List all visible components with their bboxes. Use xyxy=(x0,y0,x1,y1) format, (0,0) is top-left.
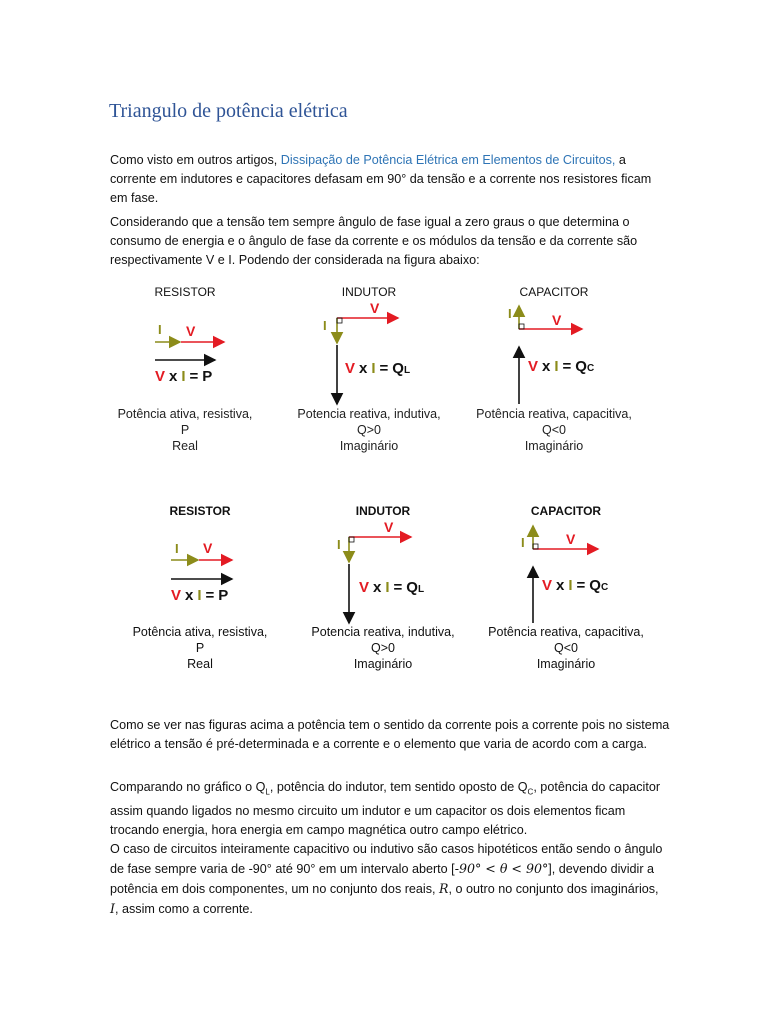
voltage-label: V xyxy=(552,312,562,328)
comparison-text-2: , potência do indutor, tem sentido oposto de Q xyxy=(269,780,528,794)
voltage-label: V xyxy=(370,300,380,316)
resistor-diagram-2 xyxy=(133,504,268,671)
inductor-caption-1: Potencia reativa, indutiva, xyxy=(297,407,441,421)
comparison-text-1: Comparando no gráfico o Q xyxy=(110,780,266,794)
capacitor-caption-1: Potência reativa, capacitiva, xyxy=(476,407,632,421)
paragraph-hypothetical xyxy=(110,840,670,919)
voltage-label: V xyxy=(203,540,213,556)
paragraph-intro-text-1: Como visto em outros artigos, xyxy=(110,153,281,167)
capacitor-caption-2: Q<0 xyxy=(554,641,578,655)
voltage-label: V xyxy=(566,531,576,547)
resistor-caption-3: Real xyxy=(187,657,213,671)
power-formula-qc: V x I = QC xyxy=(542,577,609,594)
inductor-title: INDUTOR xyxy=(355,504,411,518)
inductor-caption-2: Q>0 xyxy=(371,641,395,655)
hypothetical-text-1: O caso de circuitos inteiramente capacitivo ou indutivo são casos hipotéticos então sendo o ângulo de fase sempre varia de -90° até 90° em um intervalo aberto [ xyxy=(110,842,663,876)
current-label: I xyxy=(508,306,512,321)
paragraph-intro-text-2: a corrente em indutores e capacitores defasam em 90° da tensão e a corrente nos resistores ficam em fase. xyxy=(110,153,652,205)
inductor-caption-3: Imaginário xyxy=(353,657,413,671)
power-formula-p: V x I = P xyxy=(155,368,213,385)
hypothetical-text-3: , o outro no conjunto dos imaginários, xyxy=(448,882,659,896)
power-formula-p: V x I = P xyxy=(171,587,229,604)
sub-l: L xyxy=(265,787,270,797)
page-title: Triangulo de potência elétrica xyxy=(109,100,348,122)
sub-c: C xyxy=(527,787,534,797)
resistor-caption-3: Real xyxy=(172,439,198,453)
inductor-diagram-2 xyxy=(311,504,454,671)
imaginary-symbol: I xyxy=(110,901,115,916)
inductor-diagram-1 xyxy=(297,285,440,453)
resistor-caption-2: P xyxy=(180,423,190,437)
current-label: I xyxy=(158,322,162,337)
resistor-caption-2: P xyxy=(195,641,205,655)
capacitor-caption-2: Q<0 xyxy=(542,423,566,437)
resistor-title: RESISTOR xyxy=(169,504,231,518)
inductor-title: INDUTOR xyxy=(341,285,397,299)
current-label: I xyxy=(521,535,525,550)
capacitor-diagram-1 xyxy=(476,285,632,453)
paragraph-direction: Como se ver nas figuras acima a potência tem o sentido da corrente pois a corrente pois no sistema elétrico a tensão é pré-determinada e a corrente e o elemento que varia de acordo com a carga. xyxy=(110,718,670,751)
voltage-label: V xyxy=(384,519,394,535)
power-figure-row-1 xyxy=(0,278,768,460)
capacitor-diagram-2 xyxy=(488,504,644,671)
capacitor-title: CAPACITOR xyxy=(519,285,589,299)
resistor-caption-1: Potência ativa, resistiva, xyxy=(132,625,268,639)
current-label: I xyxy=(175,541,179,556)
comparison-text-3: , potência do capacitor assim quando ligados no mesmo circuito um indutor e um capacitor os dois elementos ficam trocando energia, hora energia em campo magnética outro campo elétrico. xyxy=(110,780,661,837)
capacitor-caption-3: Imaginário xyxy=(524,439,584,453)
paragraph-phase: Considerando que a tensão tem sempre ângulo de fase igual a zero graus o que determina o consumo de energia e o ângulo de fase da corrente e os módulos da tensão e da corrente são respectivamente V e I. Podendo der considerada na figura abaixo: xyxy=(110,215,638,267)
hypothetical-text-2: ], devendo dividir a potência em dois componentes, um no conjunto dos reais, xyxy=(110,862,655,896)
capacitor-caption-1: Potência reativa, capacitiva, xyxy=(488,625,644,639)
voltage-label: V xyxy=(186,323,196,339)
capacitor-caption-3: Imaginário xyxy=(536,657,596,671)
interval-expression: -90° < θ < 90° xyxy=(454,861,549,876)
paragraph-intro xyxy=(110,151,670,208)
power-figure-row-2 xyxy=(0,498,768,678)
real-symbol: R xyxy=(439,881,449,896)
resistor-title: RESISTOR xyxy=(154,285,216,299)
inductor-caption-2: Q>0 xyxy=(357,423,381,437)
resistor-diagram-1 xyxy=(118,285,253,453)
article-link[interactable]: Dissipação de Potência Elétrica em Elementos de Circuitos, xyxy=(280,153,616,167)
inductor-caption-1: Potencia reativa, indutiva, xyxy=(311,625,455,639)
power-formula-qc: V x I = QC xyxy=(528,358,595,375)
power-formula-ql: V x I = QL xyxy=(345,360,411,377)
power-formula-ql: V x I = QL xyxy=(359,579,425,596)
hypothetical-text-4: , assim como a corrente. xyxy=(114,902,253,916)
current-label: I xyxy=(337,537,341,552)
inductor-caption-3: Imaginário xyxy=(339,439,399,453)
resistor-caption-1: Potência ativa, resistiva, xyxy=(117,407,253,421)
capacitor-title: CAPACITOR xyxy=(530,504,602,518)
paragraph-comparison xyxy=(110,778,670,840)
current-label: I xyxy=(323,318,327,333)
